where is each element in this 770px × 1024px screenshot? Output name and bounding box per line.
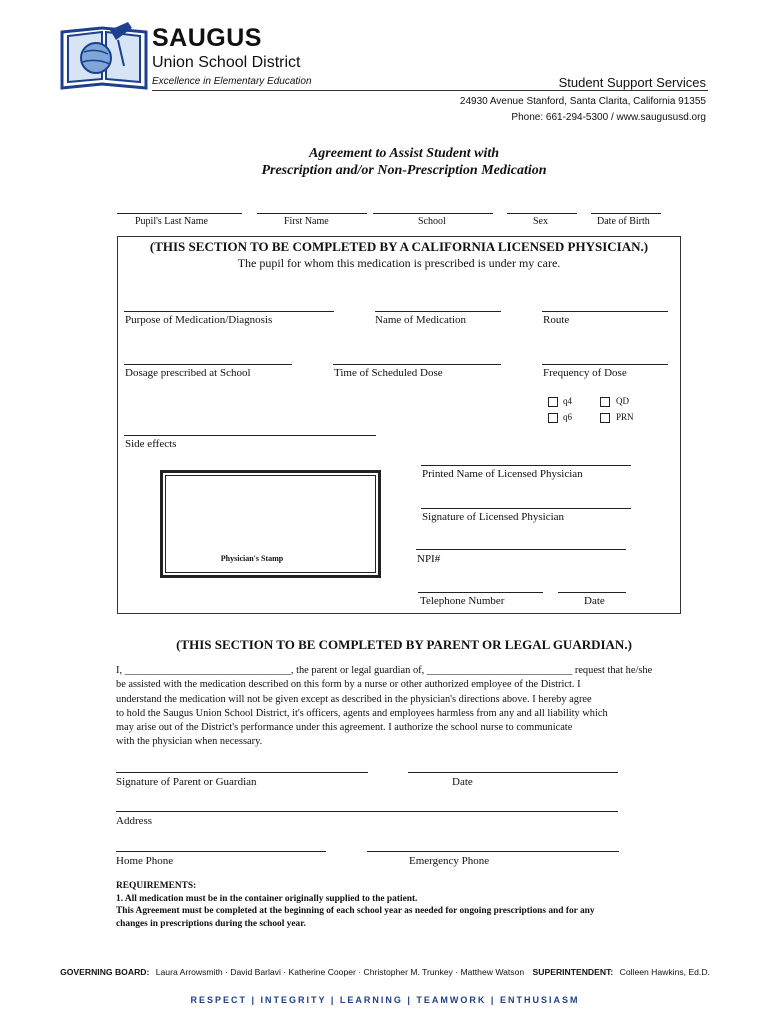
org-name: SAUGUS xyxy=(152,24,262,52)
side-effects-field[interactable] xyxy=(124,435,376,436)
school-label: School xyxy=(418,216,446,227)
q6-checkbox[interactable] xyxy=(548,413,558,423)
dob-field[interactable] xyxy=(591,213,661,214)
telephone-label: Telephone Number xyxy=(420,595,505,607)
requirements-heading: REQUIREMENTS: xyxy=(116,881,197,891)
parent-signature-label: Signature of Parent or Guardian xyxy=(116,776,257,788)
route-field[interactable] xyxy=(542,311,668,312)
board-label: GOVERNING BOARD: xyxy=(60,967,150,977)
route-label: Route xyxy=(543,314,570,326)
school-field[interactable] xyxy=(373,213,493,214)
parent-line-1: I, ________________________________, the parent or legal guardian of, ____________________________ request that he/she xyxy=(116,665,653,676)
qd-label: QD xyxy=(616,396,629,406)
requirement-2a: This Agreement must be completed at the beginning of each school year as needed for ongoing prescriptions and for any xyxy=(116,906,595,916)
parent-date-field[interactable] xyxy=(408,772,618,773)
board-names: Laura Arrowsmith · David Barlavi · Katherine Cooper · Christopher M. Trunkey · Matthew Watson xyxy=(155,967,525,977)
dosage-field[interactable] xyxy=(124,364,292,365)
address-field[interactable] xyxy=(116,811,618,812)
q6-label: q6 xyxy=(563,412,572,422)
home-phone-field[interactable] xyxy=(116,851,326,852)
medication-name-field[interactable] xyxy=(375,311,501,312)
parent-line-5: may arise out of the District's performance under this agreement. I authorize the school nurse to communicate xyxy=(116,722,573,734)
parent-date-label: Date xyxy=(452,776,473,788)
last-name-label: Pupil's Last Name xyxy=(135,216,208,227)
requirement-2b: changes in prescriptions during the school year. xyxy=(116,918,306,929)
requirement-1: 1. All medication must be in the container originally supplied to the patient. xyxy=(116,893,418,904)
sex-field[interactable] xyxy=(507,213,577,214)
frequency-field[interactable] xyxy=(542,364,668,365)
superintendent-name: Colleen Hawkins, Ed.D. xyxy=(619,967,710,977)
form-title-line2: Prescription and/or Non-Prescription Medication xyxy=(261,163,547,178)
emergency-phone-label: Emergency Phone xyxy=(409,855,490,867)
sex-label: Sex xyxy=(533,216,548,227)
address-label: Address xyxy=(116,815,153,827)
purpose-field[interactable] xyxy=(124,311,334,312)
physician-stamp-label: Physician's Stamp xyxy=(220,554,284,563)
printed-name-label: Printed Name of Licensed Physician xyxy=(422,468,583,480)
frequency-label: Frequency of Dose xyxy=(543,367,627,379)
org-subtitle: Union School District xyxy=(152,54,301,71)
dosage-label: Dosage prescribed at School xyxy=(125,367,251,379)
emergency-phone-field[interactable] xyxy=(367,851,619,852)
physician-date-field[interactable] xyxy=(558,592,626,593)
q4-checkbox[interactable] xyxy=(548,397,558,407)
time-field[interactable] xyxy=(333,364,501,365)
superintendent-label: SUPERINTENDENT: xyxy=(532,967,614,977)
footer-board xyxy=(0,967,770,977)
district-logo xyxy=(58,18,150,92)
prn-label: PRN xyxy=(616,412,634,422)
qd-checkbox[interactable] xyxy=(600,397,610,407)
npi-label: NPI# xyxy=(417,553,441,565)
org-tagline: Excellence in Elementary Education xyxy=(152,76,312,87)
parent-line-6: with the physician when necessary. xyxy=(116,736,263,748)
telephone-field[interactable] xyxy=(418,592,543,593)
medication-name-label: Name of Medication xyxy=(375,314,467,326)
q4-label: q4 xyxy=(563,396,572,406)
physician-statement: The pupil for whom this medication is prescribed is under my care. xyxy=(237,256,561,270)
parent-line-4: to hold the Saugus Union School District, it's officers, agents and employees harmless from any and all liability which xyxy=(116,707,608,719)
district-contact: Phone: 661-294-5300 / www.saugususd.org xyxy=(511,112,706,123)
footer-values: RESPECT | INTEGRITY | LEARNING | TEAMWORK | ENTHUSIASM xyxy=(190,995,580,1005)
npi-field[interactable] xyxy=(416,549,626,550)
prn-checkbox[interactable] xyxy=(600,413,610,423)
district-address: 24930 Avenue Stanford, Santa Clarita, California 91355 xyxy=(459,96,706,107)
dob-label: Date of Birth xyxy=(597,216,650,227)
parent-signature-field[interactable] xyxy=(116,772,368,773)
department-name: Student Support Services xyxy=(558,75,706,90)
physician-date-label: Date xyxy=(584,595,605,607)
parent-heading: (THIS SECTION TO BE COMPLETED BY PARENT OR LEGAL GUARDIAN.) xyxy=(176,637,632,652)
side-effects-label: Side effects xyxy=(125,438,177,450)
form-title-line1: Agreement to Assist Student with xyxy=(308,146,500,161)
header-rule xyxy=(152,90,708,91)
purpose-label: Purpose of Medication/Diagnosis xyxy=(125,314,273,326)
home-phone-label: Home Phone xyxy=(116,855,174,867)
parent-line-3: understand the medication will not be given except as described in the physician's directions above. I hereby agree xyxy=(116,693,592,705)
parent-statement xyxy=(116,664,686,750)
parent-line-2: be assisted with the medication described on this form by a nurse or other authorized employee of the District. I xyxy=(116,679,581,691)
physician-heading: (THIS SECTION TO BE COMPLETED BY A CALIFORNIA LICENSED PHYSICIAN.) xyxy=(149,239,649,254)
time-label: Time of Scheduled Dose xyxy=(334,367,443,379)
first-name-label: First Name xyxy=(284,216,329,227)
printed-name-field[interactable] xyxy=(421,465,631,466)
physician-signature-field[interactable] xyxy=(421,508,631,509)
physician-signature-label: Signature of Licensed Physician xyxy=(422,511,565,523)
last-name-field[interactable] xyxy=(117,213,242,214)
requirements xyxy=(116,880,595,930)
first-name-field[interactable] xyxy=(257,213,367,214)
